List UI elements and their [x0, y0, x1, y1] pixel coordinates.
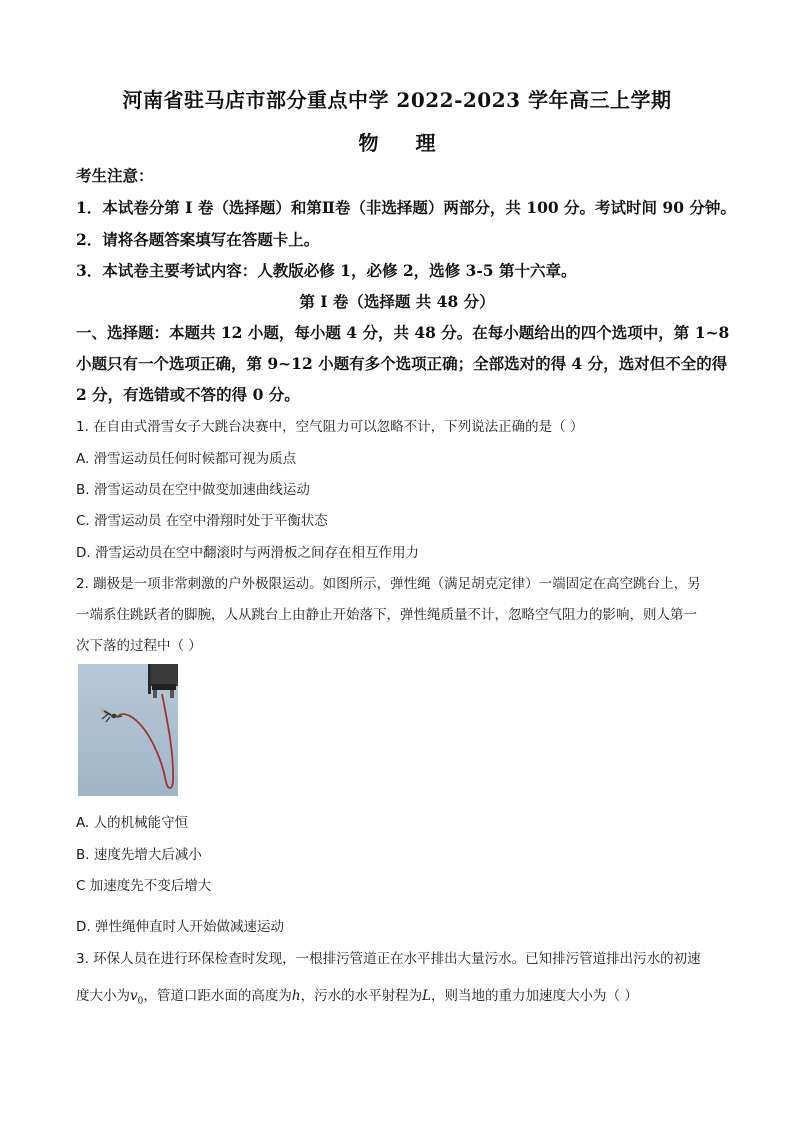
- question-2-option-b: B. 速度先增大后减小: [76, 847, 202, 863]
- question-3-text-c: ，污水的水平射程为: [300, 988, 423, 1004]
- question-2-stem-line-2: 一端系住跳跃者的脚腕，人从跳台上由静止开始落下，弹性绳质量不计，忽略空气阻力的影响，则人第一: [76, 607, 697, 623]
- symbol-subscript-0: 0: [137, 996, 144, 1007]
- question-2-option-a: A. 人的机械能守恒: [76, 815, 189, 831]
- document-title: 河南省驻马店市部分重点中学 2022-2023 学年高三上学期: [122, 88, 672, 112]
- bungee-jump-photo: [78, 664, 178, 796]
- question-1-option-d: D. 滑雪运动员在空中翻滚时与两滑板之间存在相互作用力: [76, 545, 419, 561]
- question-2-option-c: C 加速度先不变后增大: [76, 878, 212, 894]
- question-2-stem-line-3: 次下落的过程中（ ）: [76, 638, 202, 654]
- symbol-l: L: [422, 988, 432, 1004]
- subject-title: 物 理: [358, 131, 436, 155]
- question-2-stem-line-1: 2. 蹦极是一项非常刺激的户外极限运动。如图所示，弹性绳（满足胡克定律）一端固定在高空跳台上，另: [76, 576, 701, 592]
- question-3-text-b: ，管道口距水面的高度为: [143, 988, 292, 1004]
- question-3-stem-line-1: 3. 环保人员在进行环保检查时发现，一根排污管道正在水平排出大量污水。已知排污管道排出污水的初速: [76, 951, 701, 967]
- notice-heading: 考生注意：: [76, 166, 154, 185]
- bungee-jump-illustration: [78, 664, 178, 796]
- symbol-v: v: [130, 988, 138, 1004]
- question-3-text-d: ，则当地的重力加速度大小为（ ）: [431, 988, 638, 1004]
- question-1-stem: 1. 在自由式滑雪女子大跳台决赛中，空气阻力可以忽略不计，下列说法正确的是（ ）: [76, 419, 584, 435]
- question-1-option-a: A. 滑雪运动员任何时候都可视为质点: [76, 451, 297, 467]
- notice-item-3: 3．本试卷主要考试内容：人教版必修 1，必修 2，选修 3-5 第十六章。: [76, 261, 577, 280]
- question-1-option-c: C. 滑雪运动员 在空中滑翔时处于平衡状态: [76, 513, 328, 529]
- symbol-h: h: [291, 988, 301, 1004]
- notice-item-1: 1．本试卷分第 I 卷（选择题）和第Ⅱ卷（非选择题）两部分，共 100 分。考试时间 90 分钟。: [76, 198, 736, 217]
- section-title: 第 I 卷（选择题 共 48 分）: [299, 292, 495, 311]
- notice-item-2: 2．请将各题答案填写在答题卡上。: [76, 230, 320, 249]
- question-1-option-b: B. 滑雪运动员在空中做变加速曲线运动: [76, 482, 310, 498]
- instruction-line-2: 小题只有一个选项正确，第 9~12 小题有多个选项正确；全部选对的得 4 分，选对但不全的得: [76, 354, 728, 373]
- instruction-line-3: 2 分，有选错或不答的得 0 分。: [76, 385, 300, 404]
- question-3-text-a: 度大小为: [76, 988, 130, 1004]
- question-2-option-d: D. 弹性绳伸直时人开始做减速运动: [76, 919, 284, 935]
- question-3-stem-line-2: [76, 984, 638, 1007]
- symbol-v0: [130, 988, 144, 1007]
- instruction-line-1: 一、选择题：本题共 12 小题，每小题 4 分，共 48 分。在每小题给出的四个选项中，第 1~8: [76, 323, 730, 342]
